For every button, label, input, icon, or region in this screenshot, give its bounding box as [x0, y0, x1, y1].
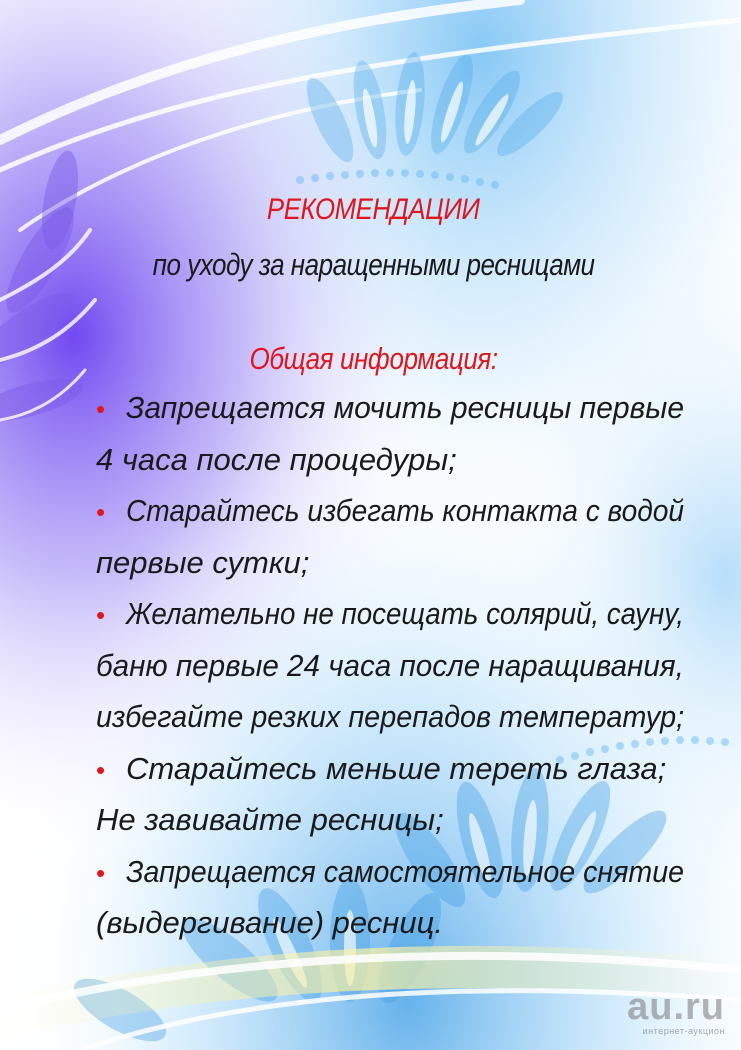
- list-item-text: Запрещается мочить ресницы первые: [126, 390, 685, 425]
- red-dot-bullet-icon: •: [96, 600, 106, 630]
- list-item: [96, 747, 684, 791]
- list-item-text: (выдергивание) ресниц.: [96, 905, 443, 940]
- list-item-text: Не завивайте ресницы;: [96, 802, 444, 837]
- list-item: [96, 489, 684, 533]
- list-item: [96, 850, 684, 894]
- list-item-text: Желательно не посещать солярий, сауну,: [126, 596, 684, 631]
- list-item-text: Запрещается самостоятельное снятие: [126, 854, 684, 889]
- document-title: РЕКОМЕНДАЦИИ: [266, 193, 480, 226]
- list-item: [96, 386, 684, 430]
- watermark-tagline: интернет-аукцион: [642, 1026, 725, 1036]
- red-dot-bullet-icon: •: [96, 858, 106, 888]
- list-item-text: Старайтесь меньше тереть глаза;: [126, 751, 667, 786]
- list-item: [96, 798, 684, 842]
- list-item: [96, 901, 684, 945]
- list-item: [96, 592, 684, 636]
- list-item-text: баню первые 24 часа после наращивания,: [96, 648, 684, 683]
- list-item: [96, 541, 684, 585]
- list-item: [96, 644, 684, 688]
- list-item-text: избегайте резких перепадов температур;: [96, 699, 685, 734]
- list-item: [96, 695, 684, 739]
- watermark: [627, 988, 725, 1036]
- red-dot-bullet-icon: •: [96, 755, 106, 785]
- document-subtitle: по уходу за наращенными ресницами: [152, 247, 595, 282]
- watermark-logo: au.ru: [627, 986, 725, 1028]
- list-item: [96, 438, 684, 482]
- red-dot-bullet-icon: •: [96, 497, 106, 527]
- red-dot-bullet-icon: •: [96, 394, 106, 424]
- section-heading: Общая информация:: [249, 341, 498, 376]
- list-item-text: 4 часа после процедуры;: [96, 442, 457, 477]
- list-item-text: первые сутки;: [96, 545, 310, 580]
- list-item-text: Старайтесь избегать контакта с водой: [126, 493, 685, 528]
